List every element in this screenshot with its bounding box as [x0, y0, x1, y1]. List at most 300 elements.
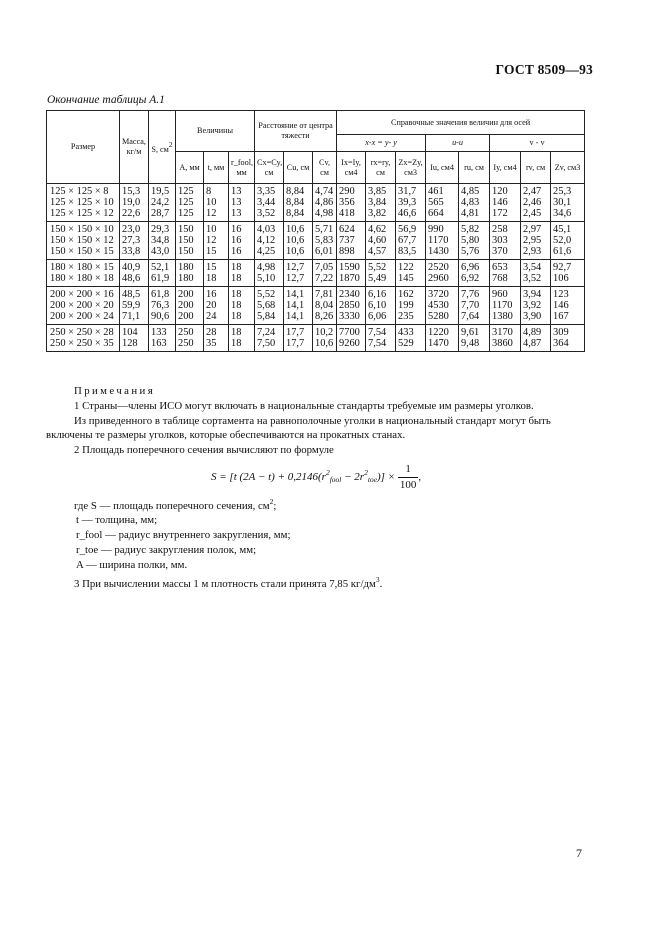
table-cell-zv	[551, 222, 585, 260]
cell-value: 5,84	[257, 311, 276, 322]
cell-value: 180	[178, 273, 194, 284]
cell-value: 4,98	[315, 208, 334, 219]
cell-value: 13	[231, 186, 242, 197]
cell-value: 90,6	[151, 311, 170, 322]
cell-value: 250 × 250 × 35	[50, 338, 114, 349]
cell-value: 125 × 125 × 8	[50, 186, 109, 197]
col-ix: Ix=Iy, см4	[337, 152, 366, 184]
table-cell-rx	[366, 222, 396, 260]
table-cell-r	[229, 287, 255, 325]
table-cell-zx	[396, 325, 426, 352]
cell-value: 48,5	[122, 289, 141, 300]
cell-value: 34,8	[151, 235, 170, 246]
cell-value: 14,1	[286, 300, 305, 311]
cell-value: 960	[492, 289, 508, 300]
cell-value: 200	[178, 311, 194, 322]
cell-value: 133	[151, 327, 167, 338]
cell-value: 8,26	[315, 311, 334, 322]
table-cell-size	[47, 222, 120, 260]
cell-value: 3,54	[523, 262, 542, 273]
table-cell-cv	[313, 184, 337, 222]
table-cell-ru	[459, 222, 490, 260]
table-cell-iu	[426, 287, 459, 325]
cell-value: 5,80	[461, 235, 480, 246]
cell-value: 461	[428, 186, 444, 197]
cell-value: 150	[178, 246, 194, 257]
cell-value: 7,70	[461, 300, 480, 311]
cell-value: 6,01	[315, 246, 334, 257]
cell-value: 16	[206, 289, 217, 300]
cell-value: 17,7	[286, 338, 305, 349]
cell-value: 52,0	[553, 235, 572, 246]
cell-value: 180	[178, 262, 194, 273]
header-area: S, см2	[149, 111, 176, 184]
cell-value: 5,68	[257, 300, 276, 311]
cell-value: 125	[178, 208, 194, 219]
cell-value: 123	[553, 289, 569, 300]
cell-value: 18	[231, 273, 242, 284]
table-cell-zx	[396, 287, 426, 325]
profile-table	[46, 110, 585, 352]
table-row	[47, 325, 585, 352]
cell-value: 146	[492, 197, 508, 208]
cell-value: 150	[178, 235, 194, 246]
cell-value: 61,9	[151, 273, 170, 284]
cell-value: 199	[398, 300, 414, 311]
cell-value: 4,85	[461, 186, 480, 197]
table-cell-A	[176, 222, 204, 260]
cell-value: 737	[339, 235, 355, 246]
def-rfool: r_fool — радиус внутреннего закругления, мм;	[76, 529, 291, 542]
cell-value: 2,45	[523, 208, 542, 219]
table-cell-mass	[120, 222, 149, 260]
table-cell-iu	[426, 184, 459, 222]
col-cv: Cv, см	[313, 152, 337, 184]
table-cell-ix	[337, 260, 366, 287]
table-cell-area	[149, 222, 176, 260]
note-1b: Из приведенного в таблице сортамента на равнополочные уголки в национальный стандарт могут быть включены те размеры уголков, которые обеспечиваются на прокатных станах.	[46, 414, 551, 442]
cell-value: 2,93	[523, 246, 542, 257]
cell-value: 46,6	[398, 208, 417, 219]
cell-value: 22,6	[122, 208, 141, 219]
cell-value: 19,0	[122, 197, 141, 208]
cell-value: 17,7	[286, 327, 305, 338]
table-cell-cx	[255, 260, 284, 287]
cell-value: 27,3	[122, 235, 141, 246]
table-row	[47, 184, 585, 222]
cell-value: 3,82	[368, 208, 387, 219]
cell-value: 3,92	[523, 300, 542, 311]
cell-value: 235	[398, 311, 414, 322]
table-cell-size	[47, 287, 120, 325]
table-cell-iv	[490, 260, 521, 287]
cell-value: 18	[206, 273, 217, 284]
cell-value: 433	[398, 327, 414, 338]
table-cell-cx	[255, 287, 284, 325]
cell-value: 146	[553, 300, 569, 311]
table-cell-iv	[490, 184, 521, 222]
cell-value: 61,8	[151, 289, 170, 300]
table-cell-zx	[396, 184, 426, 222]
col-rx: rx=ry, см	[366, 152, 396, 184]
cell-value: 1170	[428, 235, 449, 246]
cell-value: 28	[206, 327, 217, 338]
table-cell-iv	[490, 287, 521, 325]
cell-value: 2850	[339, 300, 360, 311]
def-t: t — толщина, мм;	[76, 514, 158, 527]
cell-value: 6,96	[461, 262, 480, 273]
cell-value: 250	[178, 338, 194, 349]
cell-value: 5,52	[257, 289, 276, 300]
table-cell-iu	[426, 325, 459, 352]
cell-value: 3,85	[368, 186, 387, 197]
cell-value: 15	[206, 262, 217, 273]
cell-value: 1380	[492, 311, 513, 322]
cell-value: 1590	[339, 262, 360, 273]
cell-value: 16	[231, 224, 242, 235]
cell-value: 3330	[339, 311, 360, 322]
cell-value: 4,81	[461, 208, 480, 219]
cell-value: 13	[231, 197, 242, 208]
table-cell-rx	[366, 287, 396, 325]
cell-value: 4,74	[315, 186, 334, 197]
cell-value: 7,54	[368, 338, 387, 349]
cell-value: 565	[428, 197, 444, 208]
cell-value: 258	[492, 224, 508, 235]
table-cell-cu	[284, 222, 313, 260]
table-cell-A	[176, 287, 204, 325]
table-cell-mass	[120, 184, 149, 222]
cell-value: 76,3	[151, 300, 170, 311]
cell-value: 39,3	[398, 197, 417, 208]
cell-value: 4,57	[368, 246, 387, 257]
cell-value: 150 × 150 × 15	[50, 246, 114, 257]
table-cell-area	[149, 325, 176, 352]
cell-value: 418	[339, 208, 355, 219]
table-cell-rx	[366, 325, 396, 352]
col-A: A, мм	[176, 152, 204, 184]
col-iu: Iu, см4	[426, 152, 459, 184]
cell-value: 3170	[492, 327, 513, 338]
cell-value: 83,5	[398, 246, 417, 257]
table-cell-size	[47, 325, 120, 352]
table-cell-cv	[313, 287, 337, 325]
cell-value: 2960	[428, 273, 449, 284]
cell-value: 6,10	[368, 300, 387, 311]
table-cell-zv	[551, 260, 585, 287]
cell-value: 18	[231, 300, 242, 311]
def-rtoe: r_toe — радиус закругления полок, мм;	[76, 543, 257, 556]
table-cell-area	[149, 287, 176, 325]
table-cell-ru	[459, 287, 490, 325]
table-cell-cu	[284, 260, 313, 287]
cell-value: 163	[151, 338, 167, 349]
table-cell-cu	[284, 184, 313, 222]
cell-value: 200	[178, 300, 194, 311]
notes-title: Примечания	[74, 385, 156, 397]
col-iv: Iy, см4	[490, 152, 521, 184]
cell-value: 9,61	[461, 327, 480, 338]
cell-value: 4,62	[368, 224, 387, 235]
table-cell-zv	[551, 287, 585, 325]
cell-value: 125	[178, 197, 194, 208]
table-cell-ix	[337, 184, 366, 222]
cell-value: 4530	[428, 300, 449, 311]
cell-value: 7,54	[368, 327, 387, 338]
cell-value: 45,1	[553, 224, 572, 235]
cell-value: 59,9	[122, 300, 141, 311]
header-axis-xx: x-x = y- y	[337, 135, 426, 152]
table-cell-r	[229, 222, 255, 260]
cell-value: 2520	[428, 262, 449, 273]
cell-value: 13	[231, 208, 242, 219]
cell-value: 15,3	[122, 186, 141, 197]
header-distance: Расстояние от центра тяжести	[255, 111, 337, 152]
cell-value: 18	[231, 289, 242, 300]
cell-value: 12,7	[286, 273, 305, 284]
cell-value: 120	[492, 186, 508, 197]
cell-value: 5,82	[461, 224, 480, 235]
cell-value: 167	[553, 311, 569, 322]
cell-value: 10	[206, 224, 217, 235]
cell-value: 653	[492, 262, 508, 273]
table-row	[47, 260, 585, 287]
table-cell-r	[229, 260, 255, 287]
table-cell-area	[149, 260, 176, 287]
cell-value: 40,9	[122, 262, 141, 273]
table-cell-cx	[255, 325, 284, 352]
cell-value: 7700	[339, 327, 360, 338]
table-cell-A	[176, 260, 204, 287]
cell-value: 3,52	[523, 273, 542, 284]
cell-value: 7,64	[461, 311, 480, 322]
cell-value: 4,87	[523, 338, 542, 349]
table-cell-cx	[255, 222, 284, 260]
table-cell-rx	[366, 260, 396, 287]
table-cell-iu	[426, 260, 459, 287]
cell-value: 1220	[428, 327, 449, 338]
table-body	[47, 184, 585, 352]
cell-value: 12	[206, 208, 217, 219]
cell-value: 8,84	[286, 186, 305, 197]
notes	[46, 384, 586, 591]
cell-value: 2340	[339, 289, 360, 300]
cell-value: 29,3	[151, 224, 170, 235]
cell-value: 162	[398, 289, 414, 300]
cell-value: 48,6	[122, 273, 141, 284]
table-cell-rx	[366, 184, 396, 222]
area-formula: S = [t $(2A - t) + 0,2146(r^2_{fool} - 2r^2_{toe})$] × $\frac{1}{100}$ ,	[211, 462, 422, 491]
cell-value: 4,25	[257, 246, 276, 257]
cell-value: 8,04	[315, 300, 334, 311]
cell-value: 7,50	[257, 338, 276, 349]
table-cell-ix	[337, 325, 366, 352]
header-axis-uu: u-u	[426, 135, 490, 152]
cell-value: 9,48	[461, 338, 480, 349]
cell-value: 16	[231, 235, 242, 246]
cell-value: 150	[178, 224, 194, 235]
cell-value: 303	[492, 235, 508, 246]
cell-value: 71,1	[122, 311, 141, 322]
cell-value: 990	[428, 224, 444, 235]
cell-value: 1430	[428, 246, 449, 257]
cell-value: 4,86	[315, 197, 334, 208]
definitions	[76, 513, 586, 572]
cell-value: 15	[206, 246, 217, 257]
cell-value: 18	[231, 262, 242, 273]
cell-value: 180 × 180 × 15	[50, 262, 114, 273]
cell-value: 2,95	[523, 235, 542, 246]
cell-value: 125 × 125 × 10	[50, 197, 114, 208]
cell-value: 4,98	[257, 262, 276, 273]
cell-value: 56,9	[398, 224, 417, 235]
table-cell-iv	[490, 325, 521, 352]
cell-value: 250 × 250 × 28	[50, 327, 114, 338]
cell-value: 4,60	[368, 235, 387, 246]
cell-value: 3,52	[257, 208, 276, 219]
cell-value: 92,7	[553, 262, 572, 273]
cell-value: 364	[553, 338, 569, 349]
cell-value: 200 × 200 × 16	[50, 289, 114, 300]
table-cell-t	[204, 260, 229, 287]
cell-value: 3,84	[368, 197, 387, 208]
table-cell-rv	[521, 184, 551, 222]
cell-value: 1470	[428, 338, 449, 349]
cell-value: 10,6	[286, 235, 305, 246]
table-cell-zv	[551, 184, 585, 222]
header-axis-vv: v - v	[490, 135, 585, 152]
cell-value: 664	[428, 208, 444, 219]
cell-value: 4,89	[523, 327, 542, 338]
table-cell-ix	[337, 222, 366, 260]
cell-value: 200	[178, 289, 194, 300]
cell-value: 14,1	[286, 289, 305, 300]
cell-value: 10,6	[315, 338, 334, 349]
cell-value: 67,7	[398, 235, 417, 246]
cell-value: 10,2	[315, 327, 334, 338]
table-cell-cv	[313, 260, 337, 287]
cell-value: 9260	[339, 338, 360, 349]
cell-value: 14,1	[286, 311, 305, 322]
col-zv: Zv, см3	[551, 152, 585, 184]
cell-value: 356	[339, 197, 355, 208]
cell-value: 8,84	[286, 208, 305, 219]
cell-value: 5,10	[257, 273, 276, 284]
cell-value: 24	[206, 311, 217, 322]
cell-value: 125 × 125 × 12	[50, 208, 114, 219]
table-cell-rv	[521, 287, 551, 325]
cell-value: 5,52	[368, 262, 387, 273]
table-cell-cv	[313, 325, 337, 352]
table-row	[47, 222, 585, 260]
def-A: A — ширина полки, мм.	[76, 558, 188, 571]
cell-value: 150 × 150 × 10	[50, 224, 114, 235]
cell-value: 7,22	[315, 273, 334, 284]
cell-value: 104	[122, 327, 138, 338]
table-cell-cu	[284, 287, 313, 325]
table-cell-t	[204, 184, 229, 222]
cell-value: 2,46	[523, 197, 542, 208]
table-cell-ru	[459, 325, 490, 352]
table-cell-ix	[337, 287, 366, 325]
table-cell-rv	[521, 222, 551, 260]
cell-value: 172	[492, 208, 508, 219]
cell-value: 61,6	[553, 246, 572, 257]
cell-value: 20	[206, 300, 217, 311]
cell-value: 12,7	[286, 262, 305, 273]
cell-value: 3,44	[257, 197, 276, 208]
cell-value: 1870	[339, 273, 360, 284]
cell-value: 122	[398, 262, 414, 273]
cell-value: 5280	[428, 311, 449, 322]
cell-value: 3,94	[523, 289, 542, 300]
table-cell-area	[149, 184, 176, 222]
cell-value: 7,24	[257, 327, 276, 338]
cell-value: 25,3	[553, 186, 572, 197]
cell-value: 3720	[428, 289, 449, 300]
table-cell-t	[204, 287, 229, 325]
table-cell-cu	[284, 325, 313, 352]
standard-header: ГОСТ 8509—93	[495, 62, 593, 77]
table-cell-t	[204, 325, 229, 352]
cell-value: 18	[231, 327, 242, 338]
table-cell-A	[176, 184, 204, 222]
table-cell-ru	[459, 260, 490, 287]
cell-value: 10,6	[286, 224, 305, 235]
cell-value: 28,7	[151, 208, 170, 219]
col-cu: Cu, см	[284, 152, 313, 184]
note-1: 1 Страны—члены ИСО могут включать в национальные стандарты требуемые им размеры уголков.	[74, 399, 534, 412]
table-cell-iv	[490, 222, 521, 260]
cell-value: 290	[339, 186, 355, 197]
cell-value: 3,35	[257, 186, 276, 197]
col-rv: rv, см	[521, 152, 551, 184]
table-cell-t	[204, 222, 229, 260]
table-cell-cv	[313, 222, 337, 260]
cell-value: 106	[553, 273, 569, 284]
table-cell-iu	[426, 222, 459, 260]
cell-value: 23,0	[122, 224, 141, 235]
cell-value: 18	[231, 311, 242, 322]
cell-value: 4,83	[461, 197, 480, 208]
cell-value: 7,76	[461, 289, 480, 300]
table-cell-mass	[120, 287, 149, 325]
cell-value: 2,97	[523, 224, 542, 235]
cell-value: 150 × 150 × 12	[50, 235, 114, 246]
col-zx: Zx=Zy, см3	[396, 152, 426, 184]
table-cell-mass	[120, 325, 149, 352]
cell-value: 5,71	[315, 224, 334, 235]
where-line: где S — площадь поперечного сечения, $см^2$;	[74, 496, 277, 512]
cell-value: 309	[553, 327, 569, 338]
cell-value: 5,76	[461, 246, 480, 257]
table-cell-zx	[396, 222, 426, 260]
cell-value: 19,5	[151, 186, 170, 197]
table-cell-cx	[255, 184, 284, 222]
table-cell-mass	[120, 260, 149, 287]
cell-value: 18	[231, 338, 242, 349]
table-row	[47, 287, 585, 325]
col-cx: Cx=Cy, см	[255, 152, 284, 184]
table-cell-size	[47, 260, 120, 287]
col-t: t, мм	[204, 152, 229, 184]
cell-value: 30,1	[553, 197, 572, 208]
table-cell-rv	[521, 260, 551, 287]
col-rfool: r_fool, мм	[229, 152, 255, 184]
cell-value: 3,90	[523, 311, 542, 322]
cell-value: 5,49	[368, 273, 387, 284]
cell-value: 6,16	[368, 289, 387, 300]
